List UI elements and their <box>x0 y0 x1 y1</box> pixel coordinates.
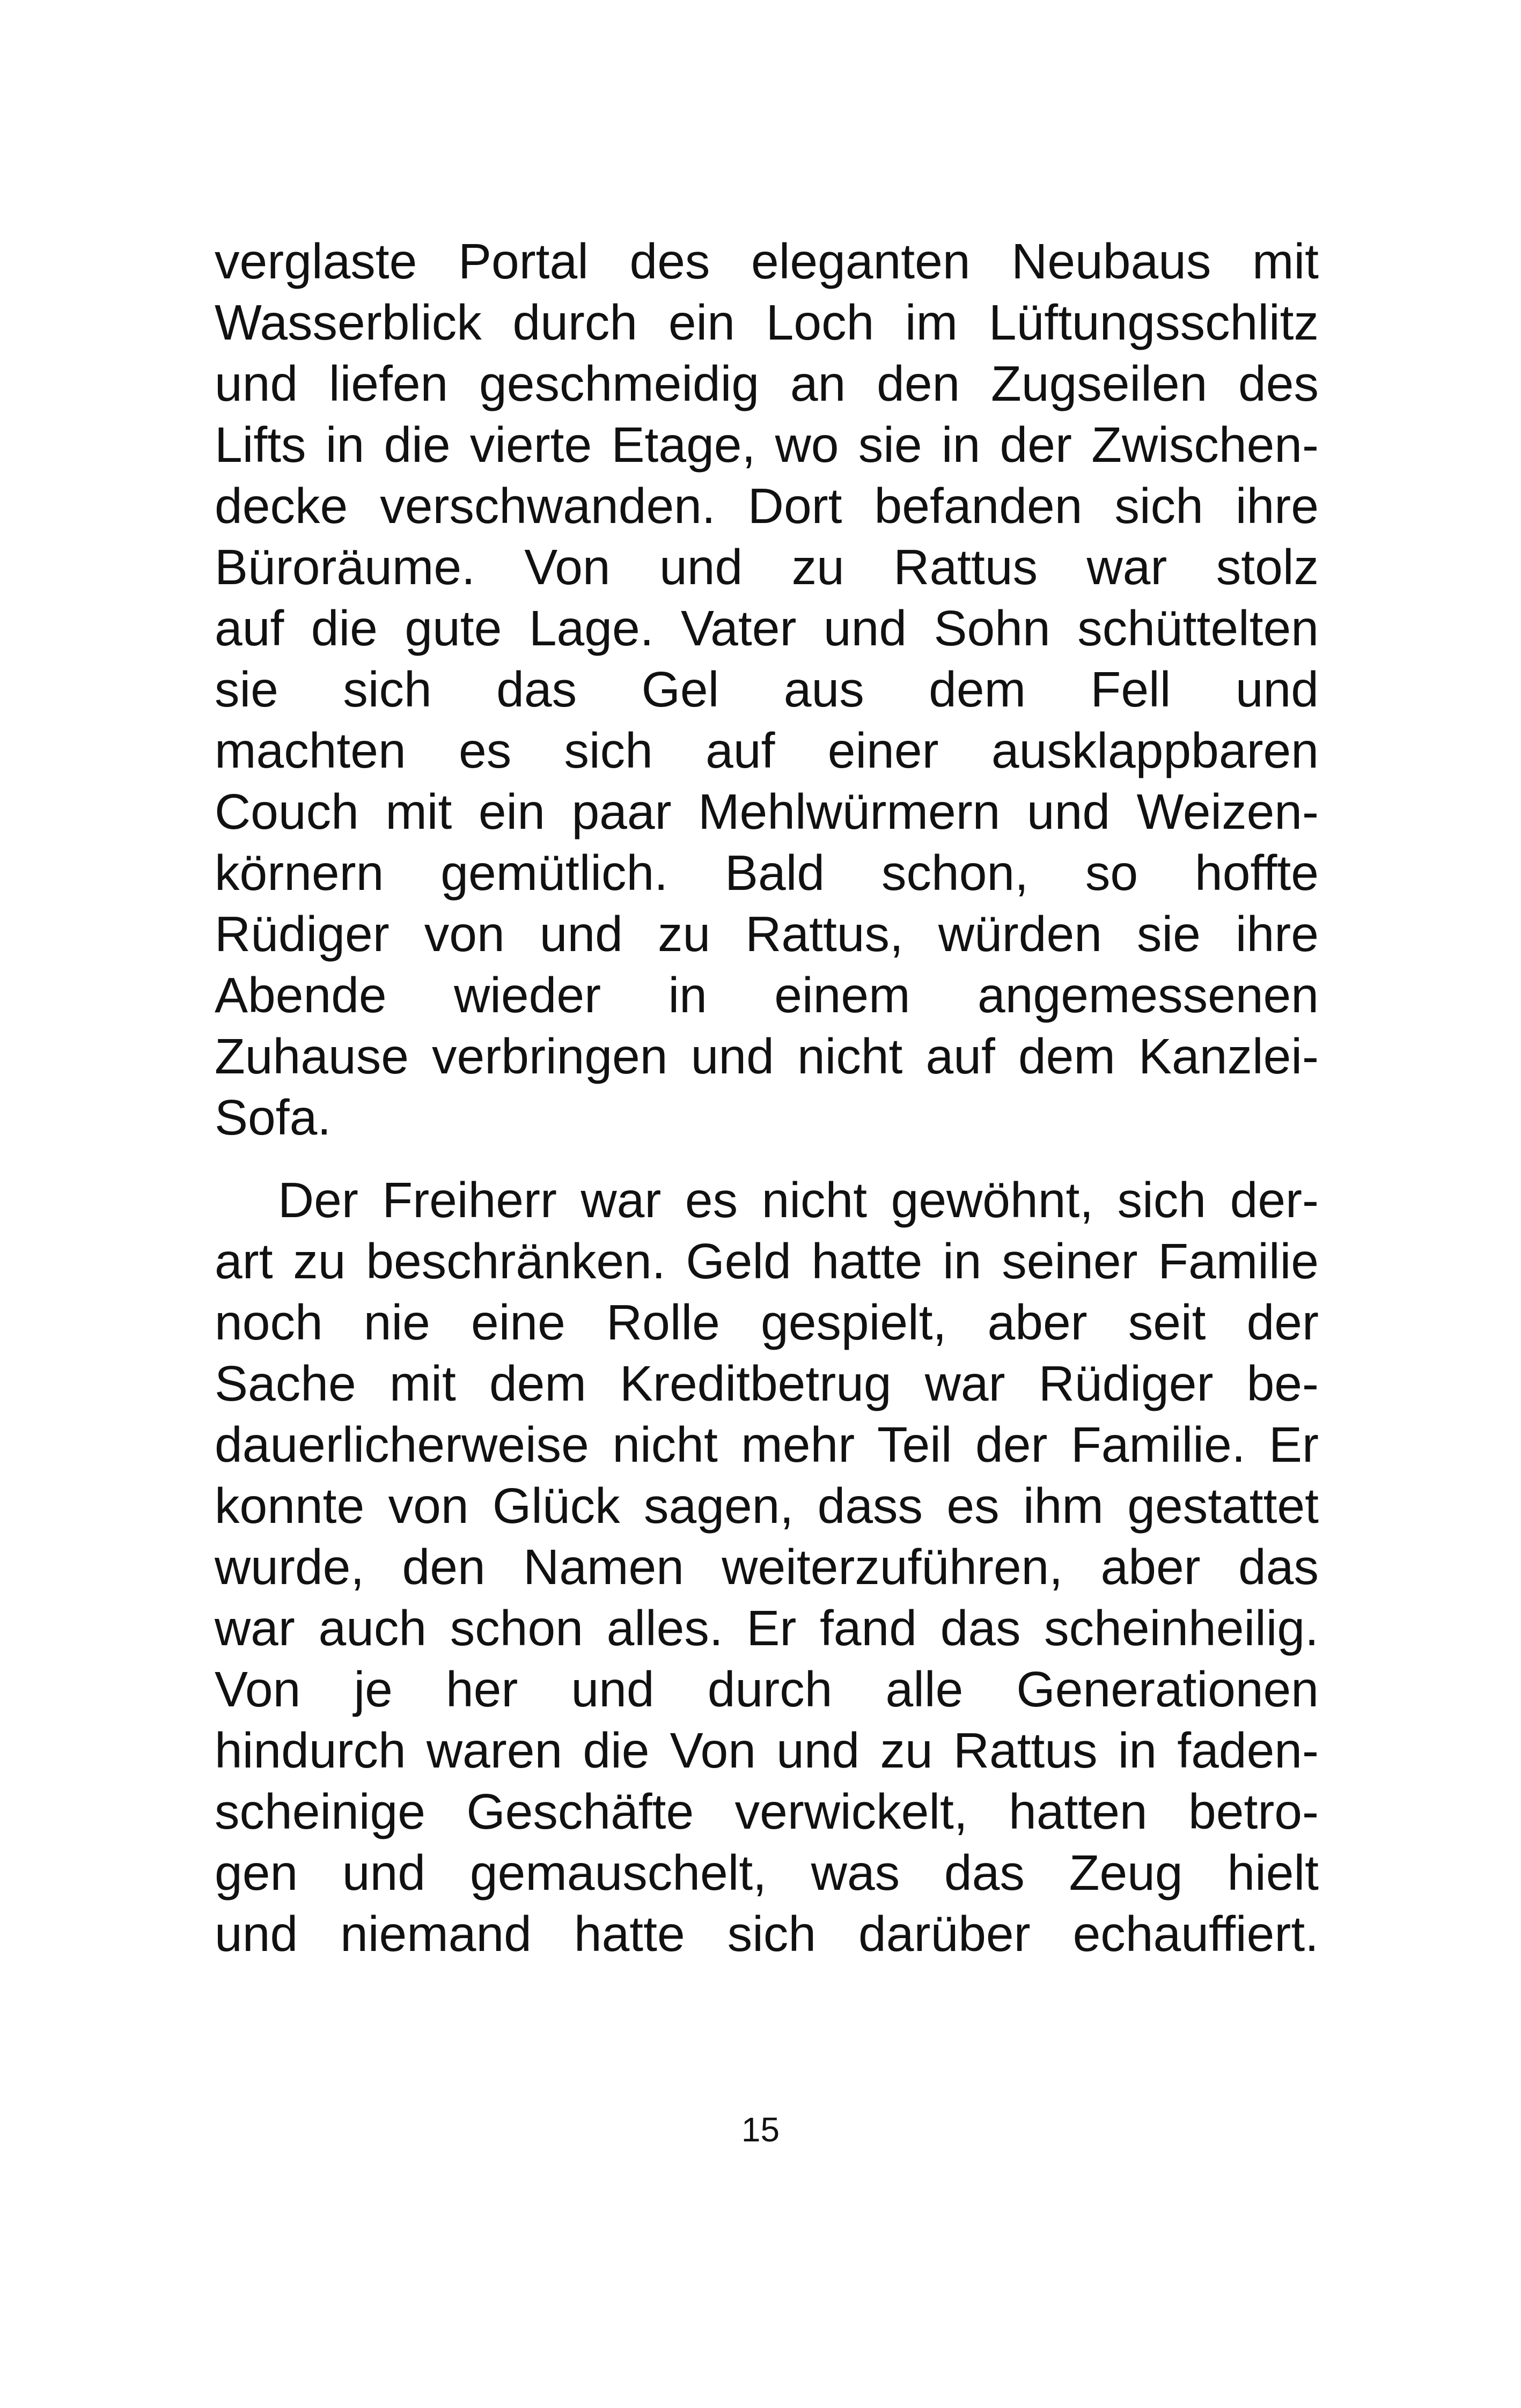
text-line: auf die gute Lage. Vater und Sohn schüttelten <box>215 600 1319 656</box>
text-line: Sofa. <box>215 1089 332 1145</box>
body-text <box>215 231 1319 1964</box>
text-line: gen und gemauschelt, was das Zeug hielt <box>215 1845 1319 1901</box>
text-line: Couch mit ein paar Mehlwürmern und Weizen- <box>215 784 1319 840</box>
text-line: Sache mit dem Kreditbetrug war Rüdiger be- <box>215 1356 1319 1411</box>
text-line: Der Freiherr war es nicht gewöhnt, sich der- <box>278 1172 1319 1228</box>
page-number: 15 <box>741 2110 780 2149</box>
text-line: scheinige Geschäfte verwickelt, hatten betro- <box>215 1784 1319 1839</box>
text-line: machten es sich auf einer ausklappbaren <box>215 723 1319 778</box>
text-line: hindurch waren die Von und zu Rattus in faden- <box>215 1722 1319 1778</box>
text-line: Wasserblick durch ein Loch im Lüftungsschlitz <box>215 294 1319 350</box>
text-line: Abende wieder in einem angemessenen <box>215 967 1319 1023</box>
text-line: dauerlicherweise nicht mehr Teil der Familie. Er <box>215 1417 1319 1472</box>
paragraph-1 <box>215 231 1319 1148</box>
paragraph-spacer <box>215 1148 1319 1169</box>
text-line: Von je her und durch alle Generationen <box>215 1661 1319 1717</box>
text-line: sie sich das Gel aus dem Fell und <box>215 661 1319 717</box>
text-line: Zuhause verbringen und nicht auf dem Kanzlei- <box>215 1028 1319 1084</box>
text-line: Rüdiger von und zu Rattus, würden sie ihre <box>215 906 1319 962</box>
text-line: und liefen geschmeidig an den Zugseilen des <box>215 356 1319 411</box>
paragraph-2 <box>215 1169 1319 1964</box>
text-line: war auch schon alles. Er fand das scheinheilig. <box>215 1600 1319 1656</box>
text-line: und niemand hatte sich darüber echauffiert. <box>215 1906 1319 1962</box>
text-line: wurde, den Namen weiterzuführen, aber das <box>215 1539 1319 1595</box>
text-line: noch nie eine Rolle gespielt, aber seit der <box>215 1294 1319 1350</box>
text-line: verglaste Portal des eleganten Neubaus mit <box>215 233 1319 289</box>
text-line: decke verschwanden. Dort befanden sich ihre <box>215 478 1319 534</box>
text-line: körnern gemütlich. Bald schon, so hoffte <box>215 845 1319 901</box>
text-line: Büroräume. Von und zu Rattus war stolz <box>215 539 1319 595</box>
text-line: konnte von Glück sagen, dass es ihm gestattet <box>215 1478 1319 1534</box>
text-line: Lifts in die vierte Etage, wo sie in der Zwischen- <box>215 417 1319 473</box>
text-line: art zu beschränken. Geld hatte in seiner Familie <box>215 1233 1319 1289</box>
